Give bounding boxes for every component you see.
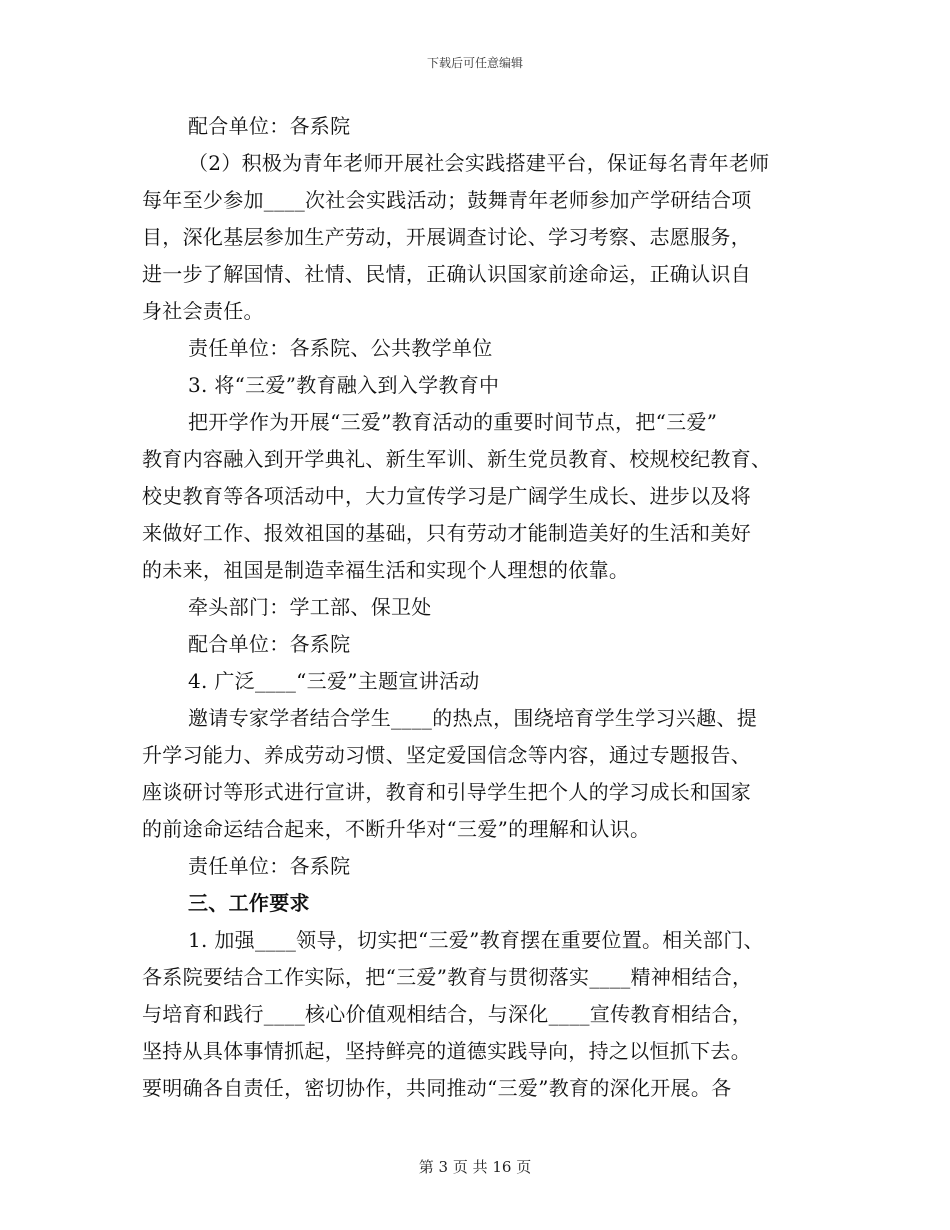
paragraph-line: 座谈研讨等形式进行宣讲，教育和引导学生把个人的学习成长和国家: [142, 780, 751, 804]
paragraph-line: 身社会责任。: [142, 299, 264, 323]
paragraph-line: 把开学作为开展“三爱”教育活动的重要时间节点，把“三爱”: [188, 410, 718, 434]
paragraph-line: 的前途命运结合起来，不断升华对“三爱”的理解和认识。: [142, 817, 651, 841]
paragraph-line: 教育内容融入到开学典礼、新生军训、新生党员教育、校规校纪教育、: [142, 447, 772, 471]
paragraph-line: 的未来，祖国是制造幸福生活和实现个人理想的依靠。: [142, 558, 630, 582]
paragraph-line: 各系院要结合工作实际，把“三爱”教育与贯彻落实____精神相结合，: [142, 965, 753, 989]
paragraph-line: 邀请专家学者结合学生____的热点，围绕培育学生学习兴趣、提: [188, 706, 757, 730]
paragraph-line: 责任单位：各系院、公共教学单位: [188, 336, 493, 360]
paragraph-line: 坚持从具体事情抓起，坚持鲜亮的道德实践导向，持之以恒抓下去。: [142, 1039, 751, 1063]
section-heading-4: 4. 广泛____“三爱”主题宣讲活动: [188, 669, 480, 693]
paragraph-line: 责任单位：各系院: [188, 854, 351, 878]
paragraph-line: 要明确各自责任，密切协作，共同推动“三爱”教育的深化开展。各: [142, 1076, 732, 1100]
paragraph-line: 1. 加强____领导，切实把“三爱”教育摆在重要位置。相关部门、: [188, 928, 764, 952]
paragraph-line: 每年至少参加____次社会实践活动；鼓舞青年老师参加产学研结合项: [142, 188, 752, 212]
paragraph-line: 配合单位：各系院: [188, 114, 351, 138]
paragraph-line: 与培育和践行____核心价值观相结合，与深化____宣传教育相结合，: [142, 1002, 753, 1026]
paragraph-line: （2）积极为青年老师开展社会实践搭建平台，保证每名青年老师: [188, 151, 770, 175]
paragraph-line: 校史教育等各项活动中，大力宣传学习是广阔学生成长、进步以及将: [142, 484, 751, 508]
page-header: 下载后可任意编辑: [426, 56, 523, 70]
paragraph-line: 牵头部门：学工部、保卫处: [188, 595, 432, 619]
chapter-heading: 三、工作要求: [188, 891, 310, 915]
paragraph-line: 升学习能力、养成劳动习惯、坚定爱国信念等内容，通过专题报告、: [142, 743, 751, 767]
paragraph-line: 来做好工作、报效祖国的基础，只有劳动才能制造美好的生活和美好: [142, 521, 751, 545]
paragraph-line: 配合单位：各系院: [188, 632, 351, 656]
section-heading-3: 3. 将“三爱”教育融入到入学教育中: [188, 373, 500, 397]
paragraph-line: 进一步了解国情、社情、民情，正确认识国家前途命运，正确认识自: [142, 262, 751, 286]
page-number: 第 3 页 共 16 页: [418, 1158, 532, 1176]
document-body: [142, 108, 808, 1107]
paragraph-line: 目，深化基层参加生产劳动，开展调查讨论、学习考察、志愿服务，: [142, 225, 751, 249]
